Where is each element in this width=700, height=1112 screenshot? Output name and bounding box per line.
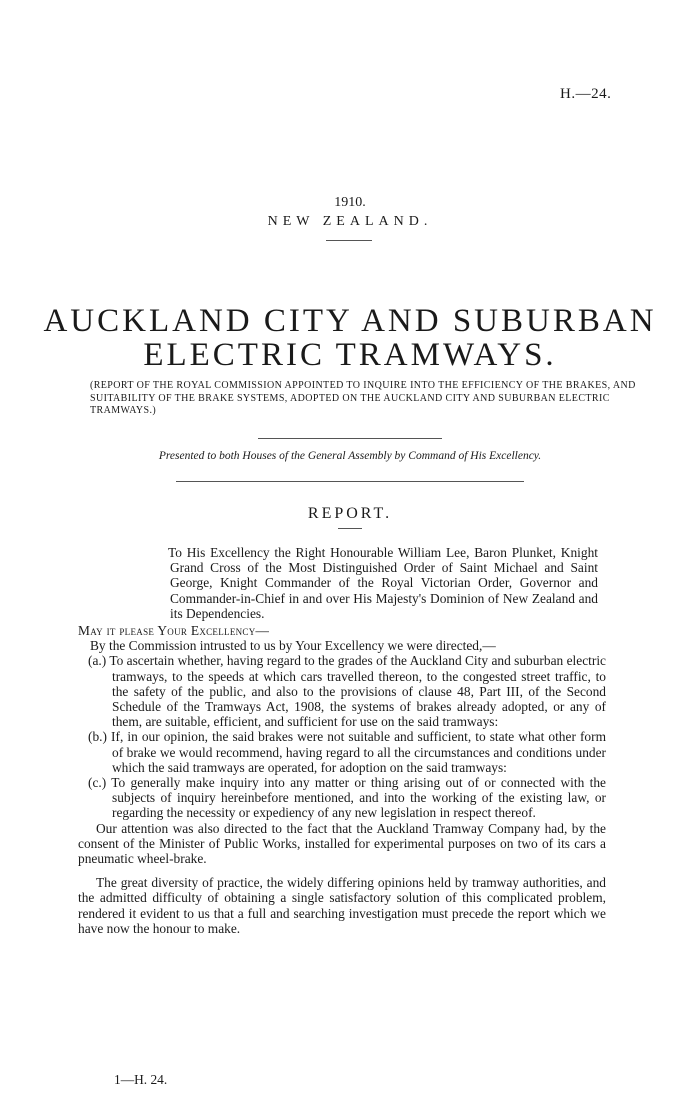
item-a: (a.) To ascertain whether, having regard to the grades of the Auckland City and suburban electric tramways, to the speeds at which cars travelled thereon, to the congested street traffic, to the safety of the public, and also to the provisions of clause 48, Part III, of the Second Schedule of the Tramways Act, 1908, the systems of brakes already adopted, or any of them, are suitable, efficient, and sufficient for use on the said tramways: [88, 653, 606, 730]
report-body [78, 623, 606, 936]
report-heading: REPORT. [307, 505, 393, 522]
item-c: (c.) To generally make inquiry into any matter or thing arising out of or connected with the subjects of inquiry hereinbefore mentioned, and into the working of the existing law, or regarding the necessity or expediency of any new legislation in respect thereof. [88, 775, 606, 821]
attention-paragraph: Our attention was also directed to the fact that the Auckland Tramway Company had, by the consent of the Minister of Public Works, installed for experimental purposes on two of its cars a pneumatic wheel-brake. [78, 820, 606, 867]
presented-note: Presented to both Houses of the General Assembly by Command of His Excellency. [158, 450, 542, 462]
intro-paragraph: By the Commission intrusted to us by Your Excellency we were directed,— [90, 638, 496, 654]
document-title-line-2: ELECTRIC TRAMWAYS. [143, 337, 557, 373]
page-number: H.—24. [560, 86, 612, 102]
divider-rule [338, 528, 362, 529]
document-title-line-1: AUCKLAND CITY AND SUBURBAN [43, 303, 657, 339]
address-block [146, 545, 598, 621]
diversity-paragraph: The great diversity of practice, the widely differing opinions held by tramway authorities, and the admitted difficulty of obtaining a single satisfactory solution of this complicated problem, rendered it evident to us that a full and searching investigation must precede the report which we have now the honour to make. [78, 875, 606, 936]
divider-rule [326, 240, 372, 241]
divider-rule [258, 438, 442, 439]
document-subtitle: (REPORT OF THE ROYAL COMMISSION APPOINTED TO INQUIRE INTO THE EFFICIENCY OF THE BRAKES, AND SUITABILITY OF THE BRAKE SYSTEMS, ADOPTED ON THE AUCKLAND CITY AND SUBURBAN ELECTRIC TRAMWAYS.) [90, 380, 636, 416]
country-heading: NEW ZEALAND. [267, 214, 433, 229]
salutation: May it please Your Excellency— [78, 623, 270, 638]
signature-mark: 1—H. 24. [114, 1072, 168, 1087]
divider-rule [176, 481, 524, 482]
item-b: (b.) If, in our opinion, the said brakes were not suitable and sufficient, to state what other form of brake we would recommend, having regard to all the circumstances and conditions under which the said tramways are operated, for adoption on the said tramways: [88, 729, 606, 775]
year: 1910. [334, 195, 366, 210]
address-text: To His Excellency the Right Honourable William Lee, Baron Plunket, Knight Grand Cross of the Most Distinguished Order of Saint Michael and Saint George, Knight Commander of the Royal Victorian Order, Governor and Commander-in-Chief in and over His Majesty's Dominion of New Zealand and its Dependencies. [168, 545, 598, 621]
